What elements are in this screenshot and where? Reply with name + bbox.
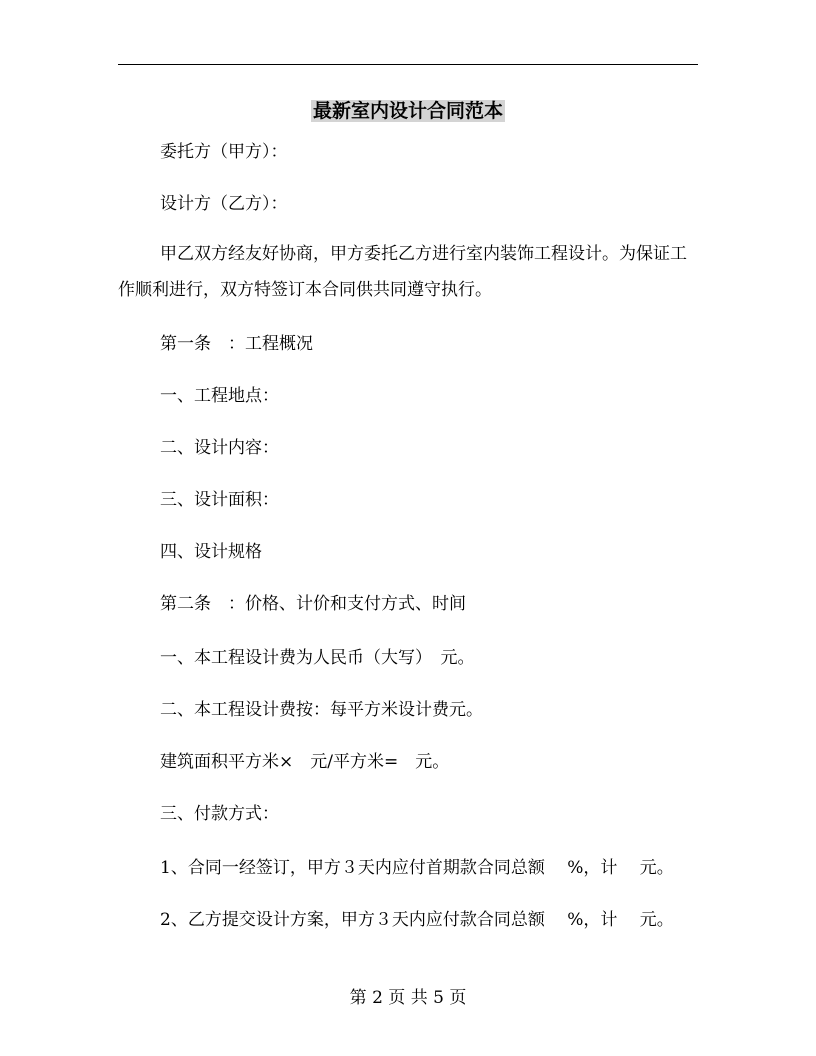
client-party-line: 委托方（甲方）： bbox=[160, 142, 288, 162]
payment-item-1: 1、合同一经签订，甲方３天内应付首期款合同总额 %，计 元。 bbox=[160, 858, 674, 878]
fee-per-sqm-line: 二、本工程设计费按：每平方米设计费元。 bbox=[160, 700, 483, 720]
intro-paragraph: 甲乙双方经友好协商，甲方委托乙方进行室内装饰工程设计。为保证工作顺利进行，双方特签订本合同供共同遵守执行。 bbox=[118, 244, 687, 300]
article-two-heading: 第二条 ：价格、计价和支付方式、时间 bbox=[160, 594, 466, 614]
payment-method-line: 三、付款方式： bbox=[160, 804, 279, 824]
article-one-heading: 第一条 ：工程概况 bbox=[160, 334, 313, 354]
design-spec-line: 四、设计规格 bbox=[160, 542, 262, 562]
project-location-line: 一、工程地点： bbox=[160, 386, 279, 406]
design-fee-line: 一、本工程设计费为人民币（大写） 元。 bbox=[160, 648, 475, 668]
design-content-line: 二、设计内容： bbox=[160, 438, 279, 458]
designer-party-line: 设计方（乙方）： bbox=[160, 194, 288, 214]
payment-item-2: 2、乙方提交设计方案，甲方３天内应付款合同总额 %，计 元。 bbox=[160, 910, 674, 930]
area-calc-line: 建筑面积平方米× 元/平方米= 元。 bbox=[160, 752, 450, 772]
document-title-text: 最新室内设计合同范本 bbox=[312, 100, 503, 122]
document-title bbox=[0, 96, 816, 126]
page-number: 第 2 页 共 5 页 bbox=[349, 988, 467, 1008]
header-rule bbox=[118, 64, 698, 65]
design-area-line: 三、设计面积： bbox=[160, 490, 279, 510]
